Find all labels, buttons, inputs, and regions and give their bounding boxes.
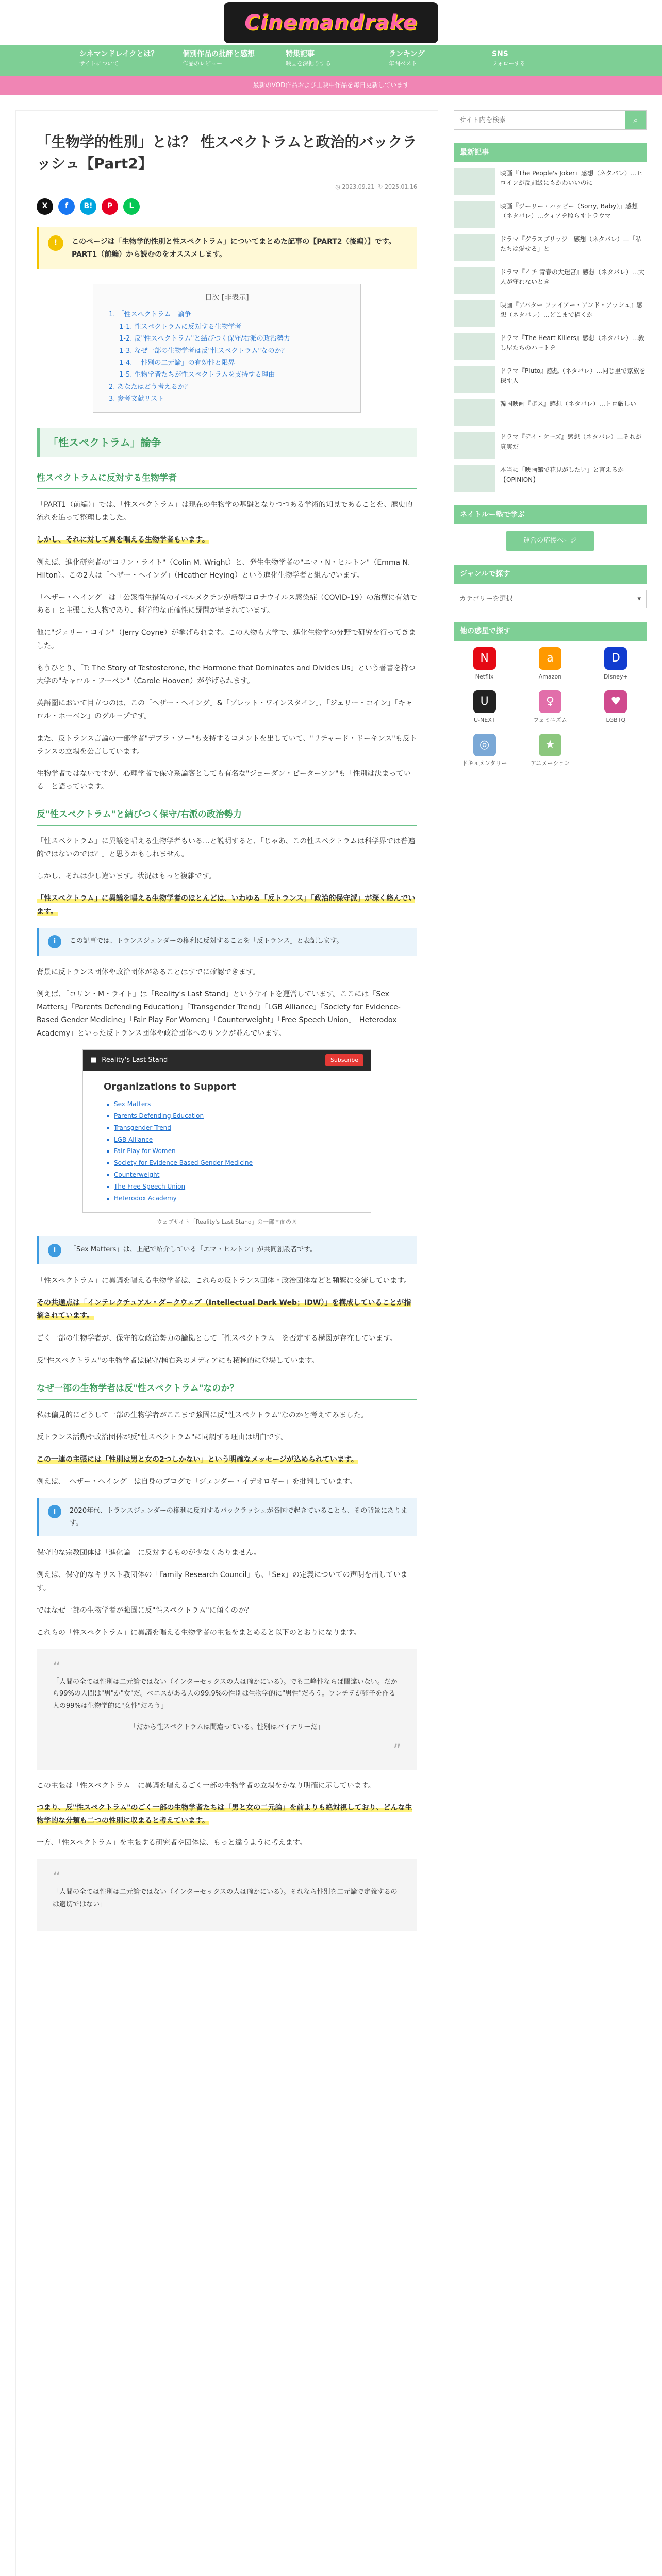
paragraph: また、反トランス言論の一部学者"デブラ・ソー"も支持するコメントを出していて、"リチャード・ドーキンス"も反トランスの立場を公言しています。	[37, 734, 417, 756]
category-select[interactable]: カテゴリーを選択 ▾	[454, 590, 647, 608]
post-thumbnail[interactable]	[454, 399, 495, 426]
genre-widget	[454, 565, 647, 608]
quote-open-icon: “	[53, 1659, 61, 1677]
paragraph: 英語圏において目立つのは、この「ヘザー・ヘイング」&「ブレット・ワインスタイン」、「ジェリー・コイン」「キャロル・ホーベン」のグループです。	[37, 699, 413, 721]
refresh-icon: ↻	[378, 183, 385, 190]
paragraph: 「PART1（前編）」では、「性スペクトラム」は現在の生物学の基盤となりつつある学術的知見であることを、歴史的流れを追って整理しました。	[37, 501, 413, 522]
list-item[interactable]: ドラマ『イチ 青春の大迷宮』感想（ネタバレ）…大人が守れないとき	[454, 267, 647, 294]
quote-text: 「だから性スペクトラムは間違っている。性別はバイナリーだ」	[129, 1723, 324, 1732]
share-pinterest-button[interactable]: P	[102, 198, 118, 215]
paragraph: 生物学者ではないですが、心理学者で保守系論客としても有名な"ジョーダン・ピーターソン"も「性別は決まっている」と語っています。	[37, 769, 411, 791]
star-icon: ★	[539, 734, 561, 756]
paragraph: しかし、それは少し違います。状況はもっと複雑です。	[37, 872, 216, 881]
post-thumbnail[interactable]	[454, 234, 495, 261]
list-item: ▪ Parents Defending Education	[114, 1110, 350, 1122]
paragraph: 例えば、保守的なキリスト教団体の「Family Research Council」も、「Sex」の定義についての声明を出しています。	[37, 1571, 408, 1592]
list-item: ▪ Transgender Trend	[114, 1122, 350, 1134]
widget-title: ジャンルで探す	[454, 565, 647, 584]
post-thumbnail[interactable]	[454, 465, 495, 492]
paragraph: 背景に反トランス団体や政治団体があることはすでに確認できます。	[37, 968, 260, 976]
tag-link-lgbtq[interactable]: ♥ LGBTQ	[585, 690, 647, 725]
toc-item[interactable]: 3. 参考文献リスト	[109, 395, 164, 403]
figure-site-bar	[83, 1050, 371, 1071]
list-item: ▪ Sex Matters	[114, 1098, 350, 1110]
heart-icon: ♥	[604, 690, 627, 713]
share-buttons	[37, 198, 417, 215]
share-facebook-button[interactable]: f	[58, 198, 75, 215]
section-heading: 「性スペクトラム」論争	[37, 428, 417, 457]
chevron-down-icon: ▾	[637, 595, 641, 603]
paragraph: 私は偏見的にどうして一部の生物学者がここまで強固に反"性スペクトラム"なのかと考えてみました。	[37, 1411, 368, 1419]
toc-item[interactable]: 1-5. 生物学者たちが性スペクトラムを支持する理由	[119, 371, 275, 379]
paragraph: この一連の主張には「性別は男と女の2つしかない」という明確なメッセージが込められています。	[37, 1455, 358, 1464]
screenshot-figure	[82, 1049, 371, 1213]
figure-site-name: Reality's Last Stand	[102, 1056, 168, 1064]
figure-body	[83, 1071, 371, 1213]
paragraph: つまり、反"性スペクトラム"のごく一部の生物学者たちは「男と女の二元論」を前よりも絶対視しており、どんな生物学的な分類も二つの性別に収まると考えています。	[37, 1803, 412, 1825]
paragraph: 反"性スペクトラム"の生物学者は保守/極右系のメディアにも積極的に登場しています。	[37, 1356, 319, 1365]
nav-item-reviews[interactable]: 個別作品の批評と感想 作品のレビュー	[183, 50, 255, 67]
list-item: ▪ LGB Alliance	[114, 1134, 350, 1146]
search-widget	[454, 110, 647, 130]
notice-bar: 最新のVOD作品および上映中作品を毎日更新しています	[0, 76, 662, 95]
post-thumbnail[interactable]	[454, 201, 495, 228]
toc-item[interactable]: 1. 「性スペクトラム」論争	[109, 311, 191, 319]
female-symbol-icon: ♀	[539, 690, 561, 713]
vod-grid	[454, 647, 647, 768]
paragraph: この主張は「性スペクトラム」に異議を唱えるごく一部の生物学者の立場をかなり明確に示しています。	[37, 1781, 375, 1790]
nav-item-sns[interactable]: SNS フォローする	[492, 50, 525, 67]
nav-item-features[interactable]: 特集記事 映画を深掘りする	[286, 50, 331, 67]
list-item[interactable]: 韓国映画『ボス』感想（ネタバレ）…トロ厳しい	[454, 399, 647, 426]
paragraph: ごく一部の生物学者が、保守的な政治勢力の論拠として「性スペクトラム」を否定する構図が存在しています。	[37, 1334, 397, 1343]
disney-icon: D	[604, 647, 627, 670]
quote-block	[37, 1859, 417, 1931]
list-item[interactable]: ドラマ『グラスブリッジ』感想（ネタバレ）…「私たちは愛せる」と	[454, 234, 647, 261]
list-item: ▪ Counterweight	[114, 1169, 350, 1181]
quote-open-icon: “	[53, 1869, 61, 1888]
vod-link-unext[interactable]: U U-NEXT	[454, 690, 515, 725]
unext-icon: U	[473, 690, 496, 713]
info-text: この記事では、トランスジェンダーの権利に反対することを「反トランス」と表記します。	[70, 937, 343, 945]
vod-link-amazon[interactable]: a Amazon	[519, 647, 581, 682]
article-title: 「生物学的性別」とは？ 性スペクトラムと政治的バックラッシュ【Part2】	[37, 133, 417, 172]
alert-text: このページは「生物学的性別と性スペクトラム」についてまとめた記事の【PART2（後編）】です。PART1（前編）から読むのをオススメします。	[72, 237, 396, 259]
subsection-heading: 性スペクトラムに反対する生物学者	[37, 470, 417, 489]
paragraph: 例えば、進化研究者の"コリン・ライト"（Colin M. Wright）と、発生生物学者の"エマ・N・ヒルトン"（Emma N. Hilton）。この2人は「ヘザー・ヘイング」（Heather Heying）という進化生物学者と組んでいます。	[37, 558, 410, 580]
list-item[interactable]: ドラマ『Pluto』感想（ネタバレ）…同じ里で家族を探す人	[454, 366, 647, 393]
tag-link-animation[interactable]: ★ アニメーション	[519, 734, 581, 769]
paragraph: ではなぜ一部の生物学者が強固に反"性スペクトラム"に傾くのか？	[37, 1606, 253, 1615]
quote-close-icon: ”	[393, 1741, 401, 1759]
post-thumbnail[interactable]	[454, 168, 495, 195]
figure-heading: Organizations to Support	[104, 1081, 236, 1092]
quote-text: 「人間の全ては性別は二元論ではない（インターセックスの人は確かにいる）。それなら性別を二元論で定義するのは適切ではない」	[53, 1888, 398, 1908]
share-x-button[interactable]: X	[37, 198, 53, 215]
toc-item[interactable]: 1-2. 反"性スペクトラム"と結びつく保守/右派の政治勢力	[119, 335, 290, 343]
list-item: ▪ Society for Evidence-Based Gender Medicine	[114, 1157, 350, 1169]
figure-link-list	[104, 1098, 350, 1204]
list-item: ▪ Heterodox Academy	[114, 1193, 350, 1205]
info-box	[37, 1498, 417, 1536]
paragraph: その共通点は「インテレクチュアル・ダークウェブ（Intellectual Dark Web；IDW）」を構成していることが指摘されています。	[37, 1299, 411, 1320]
list-item[interactable]: ドラマ『デイ・ケーズ』感想（ネタバレ）…それが真実だ	[454, 432, 647, 459]
search-icon[interactable]: ⌕	[625, 111, 646, 129]
vod-link-netflix[interactable]: N Netflix	[454, 647, 515, 682]
info-icon: i	[48, 935, 61, 948]
table-of-contents	[93, 284, 361, 413]
widget-title: 他の惑星で探す	[454, 622, 647, 641]
nav-item-about[interactable]: シネマンドレイクとは？ サイトについて	[79, 50, 158, 67]
paragraph: これらの「性スペクトラム」に異議を唱える生物学者の主張をまとめると以下のとおりになります。	[37, 1628, 361, 1637]
vod-link-disney[interactable]: D Disney+	[585, 647, 647, 682]
figure-subscribe-button: Subscribe	[325, 1054, 363, 1066]
post-thumbnail[interactable]	[454, 300, 495, 327]
post-thumbnail[interactable]	[454, 267, 495, 294]
widget-title: 最新記事	[454, 143, 647, 162]
info-text: 2020年代、トランスジェンダーの権利に反対するバックラッシュが各国で起きていることも、その背景にあります。	[70, 1507, 408, 1527]
support-button[interactable]: 運営の応援ページ	[506, 531, 594, 551]
info-box	[37, 1236, 417, 1264]
exclamation-icon: !	[48, 235, 63, 251]
alert-box	[37, 227, 417, 269]
info-icon: i	[48, 1244, 61, 1257]
amazon-icon: a	[539, 647, 561, 670]
paragraph: 保守的な宗教団体は「進化論」に反対するものが少なくありません。	[37, 1549, 261, 1557]
paragraph: 「性スペクトラム」に異議を唱える生物学者のほとんどは、いわゆる「反トランス」「政治的保守派」が深く絡んでいます。	[37, 894, 416, 916]
share-line-button[interactable]: L	[123, 198, 140, 215]
list-item[interactable]: 映画『アバター ファイアー・アンド・アッシュ』感想（ネタバレ）…どこまで描くか	[454, 300, 647, 327]
list-item[interactable]: 映画『The People's Joker』感想（ネタバレ）…ヒロインが反則級にもかわいいのに	[454, 168, 647, 195]
site-logo[interactable]: Cinemandrake	[224, 2, 438, 43]
tag-link-feminism[interactable]: ♀ フェミニズム	[519, 690, 581, 725]
tag-link-documentary[interactable]: ◎ ドキュメンタリー	[454, 734, 515, 769]
list-item: ▪ The Free Speech Union	[114, 1181, 350, 1193]
paragraph: 例えば、「コリン・M・ライト」は「Reality's Last Stand」というサイトを運営しています。ここには「Sex Matters」「Parents Defending Education」「Transgender Trend」「LGB Alliance」「Society for Evidence-Based Gender Medicine」「Fair Play For Women」「Counterweight」「Free Speech Union」「Heterodox Academy」といった反トランス団体や政治団体へのリンクが並んでいます。	[37, 990, 401, 1038]
paragraph: 他に"ジェリー・コイン"（Jerry Coyne）が挙げられます。この人物も大学で、進化生物学の分野で研究を行ってきました。	[37, 629, 416, 650]
toc-item[interactable]: 1-1. 性スペクトラムに反対する生物学者	[119, 323, 242, 331]
paragraph: しかし、それに対して異を唱える生物学者もいます。	[37, 536, 209, 545]
info-text: 「Sex Matters」は、上記で紹介している「エマ・ヒルトン」が共同創設者です。	[70, 1246, 317, 1254]
recent-posts-widget	[454, 143, 647, 492]
article-main	[15, 110, 438, 2576]
main-nav	[0, 45, 662, 76]
quote-block	[37, 1649, 417, 1770]
list-item[interactable]: 本当に「映画館で花見がしたい」と言えるか【OPINION】	[454, 465, 647, 492]
search-input[interactable]	[454, 111, 625, 129]
paragraph: 反トランス活動や政治団体が反"性スペクトラム"に同調する理由は明白です。	[37, 1433, 288, 1442]
search-form	[454, 110, 647, 130]
list-item[interactable]: 映画『ジーリー・ハッピー（Sorry, Baby）』感想（ネタバレ）…クィアを照らすトラウマ	[454, 201, 647, 228]
site-favicon-icon: ■	[90, 1056, 97, 1064]
figure-caption: ウェブサイト「Reality's Last Stand」の一部画面の図	[156, 1218, 297, 1226]
netflix-icon: N	[473, 647, 496, 670]
subsection-heading: 反"性スペクトラム"と結びつく保守/右派の政治勢力	[37, 807, 417, 826]
paragraph: 「性スペクトラム」に異議を唱える生物学者もいる…と説明すると、「じゃあ、この性スペクトラムは科学界では普遍的ではないのでは？」と思うかもしれません。	[37, 837, 416, 859]
clock-icon: ◷	[335, 183, 342, 190]
subsection-heading: なぜ一部の生物学者は反"性スペクトラム"なのか？	[37, 1381, 417, 1400]
post-thumbnail[interactable]	[454, 366, 495, 393]
support-widget	[454, 505, 647, 551]
paragraph: 例えば、「ヘザー・ヘイング」は自身のブログで「ジェンダー・イデオロギー」を批判しています。	[37, 1478, 357, 1486]
post-thumbnail[interactable]	[454, 333, 495, 360]
toc-item[interactable]: 1-3. なぜ一部の生物学者は反"性スペクトラム"なのか？	[119, 347, 288, 355]
site-header	[0, 0, 662, 45]
toc-title[interactable]: 目次 [非表示]	[205, 294, 249, 302]
paragraph: 「ヘザー・ヘイング」は「公衆衛生措置のイベルメクチンが新型コロナウイルス感染症（COVID-19）の治療に有効である」と主張した人物であり、科学的な正確性に疑問が呈されています。	[37, 594, 417, 615]
camera-icon: ◎	[473, 734, 496, 756]
info-box	[37, 928, 417, 956]
info-icon: i	[48, 1505, 61, 1518]
share-hatena-button[interactable]: B!	[80, 198, 96, 215]
vod-widget	[454, 622, 647, 769]
sidebar	[454, 110, 647, 2576]
article-dates: ◷ 2023.09.21 ↻ 2025.01.16	[335, 183, 417, 190]
nav-item-ranking[interactable]: ランキング 年間ベスト	[389, 50, 425, 67]
toc-item[interactable]: 2. あなたはどう考えるか？	[109, 383, 191, 391]
widget-title: ネイトルー塾で学ぶ	[454, 505, 647, 524]
quote-text: 「人間の全ては性別は二元論ではない（インターセックスの人は確かにいる）。でも二峰性ならば間違いない。だから99%の人間は"男"か"女"だ。ペニスがある人の99.9%の性別は生物学的に"男性"だろう。ワンチテが卵子を作る人の99%は生物学的に"女性"だろう」	[53, 1678, 398, 1710]
paragraph: 「性スペクトラム」に異議を唱える生物学者は、これらの反トランス団体・政治団体などと頻繁に交流しています。	[37, 1277, 411, 1285]
paragraph: もうひとり、「T: The Story of Testosterone, the Hormone that Dominates and Divides Us」という著書を持つ大学の"キャロル・フーベン"（Carole Hooven）が挙げられます。	[37, 664, 416, 685]
toc-item[interactable]: 1-4. 「性別の二元論」の有効性と限界	[119, 359, 235, 367]
post-thumbnail[interactable]	[454, 432, 495, 459]
paragraph: 一方、「性スペクトラム」を主張する研究者や団体は、もっと違うように考えます。	[37, 1839, 307, 1848]
list-item: ▪ Fair Play for Women	[114, 1145, 350, 1157]
list-item[interactable]: ドラマ『The Heart Killers』感想（ネタバレ）…殺し屋たちのハートを	[454, 333, 647, 360]
